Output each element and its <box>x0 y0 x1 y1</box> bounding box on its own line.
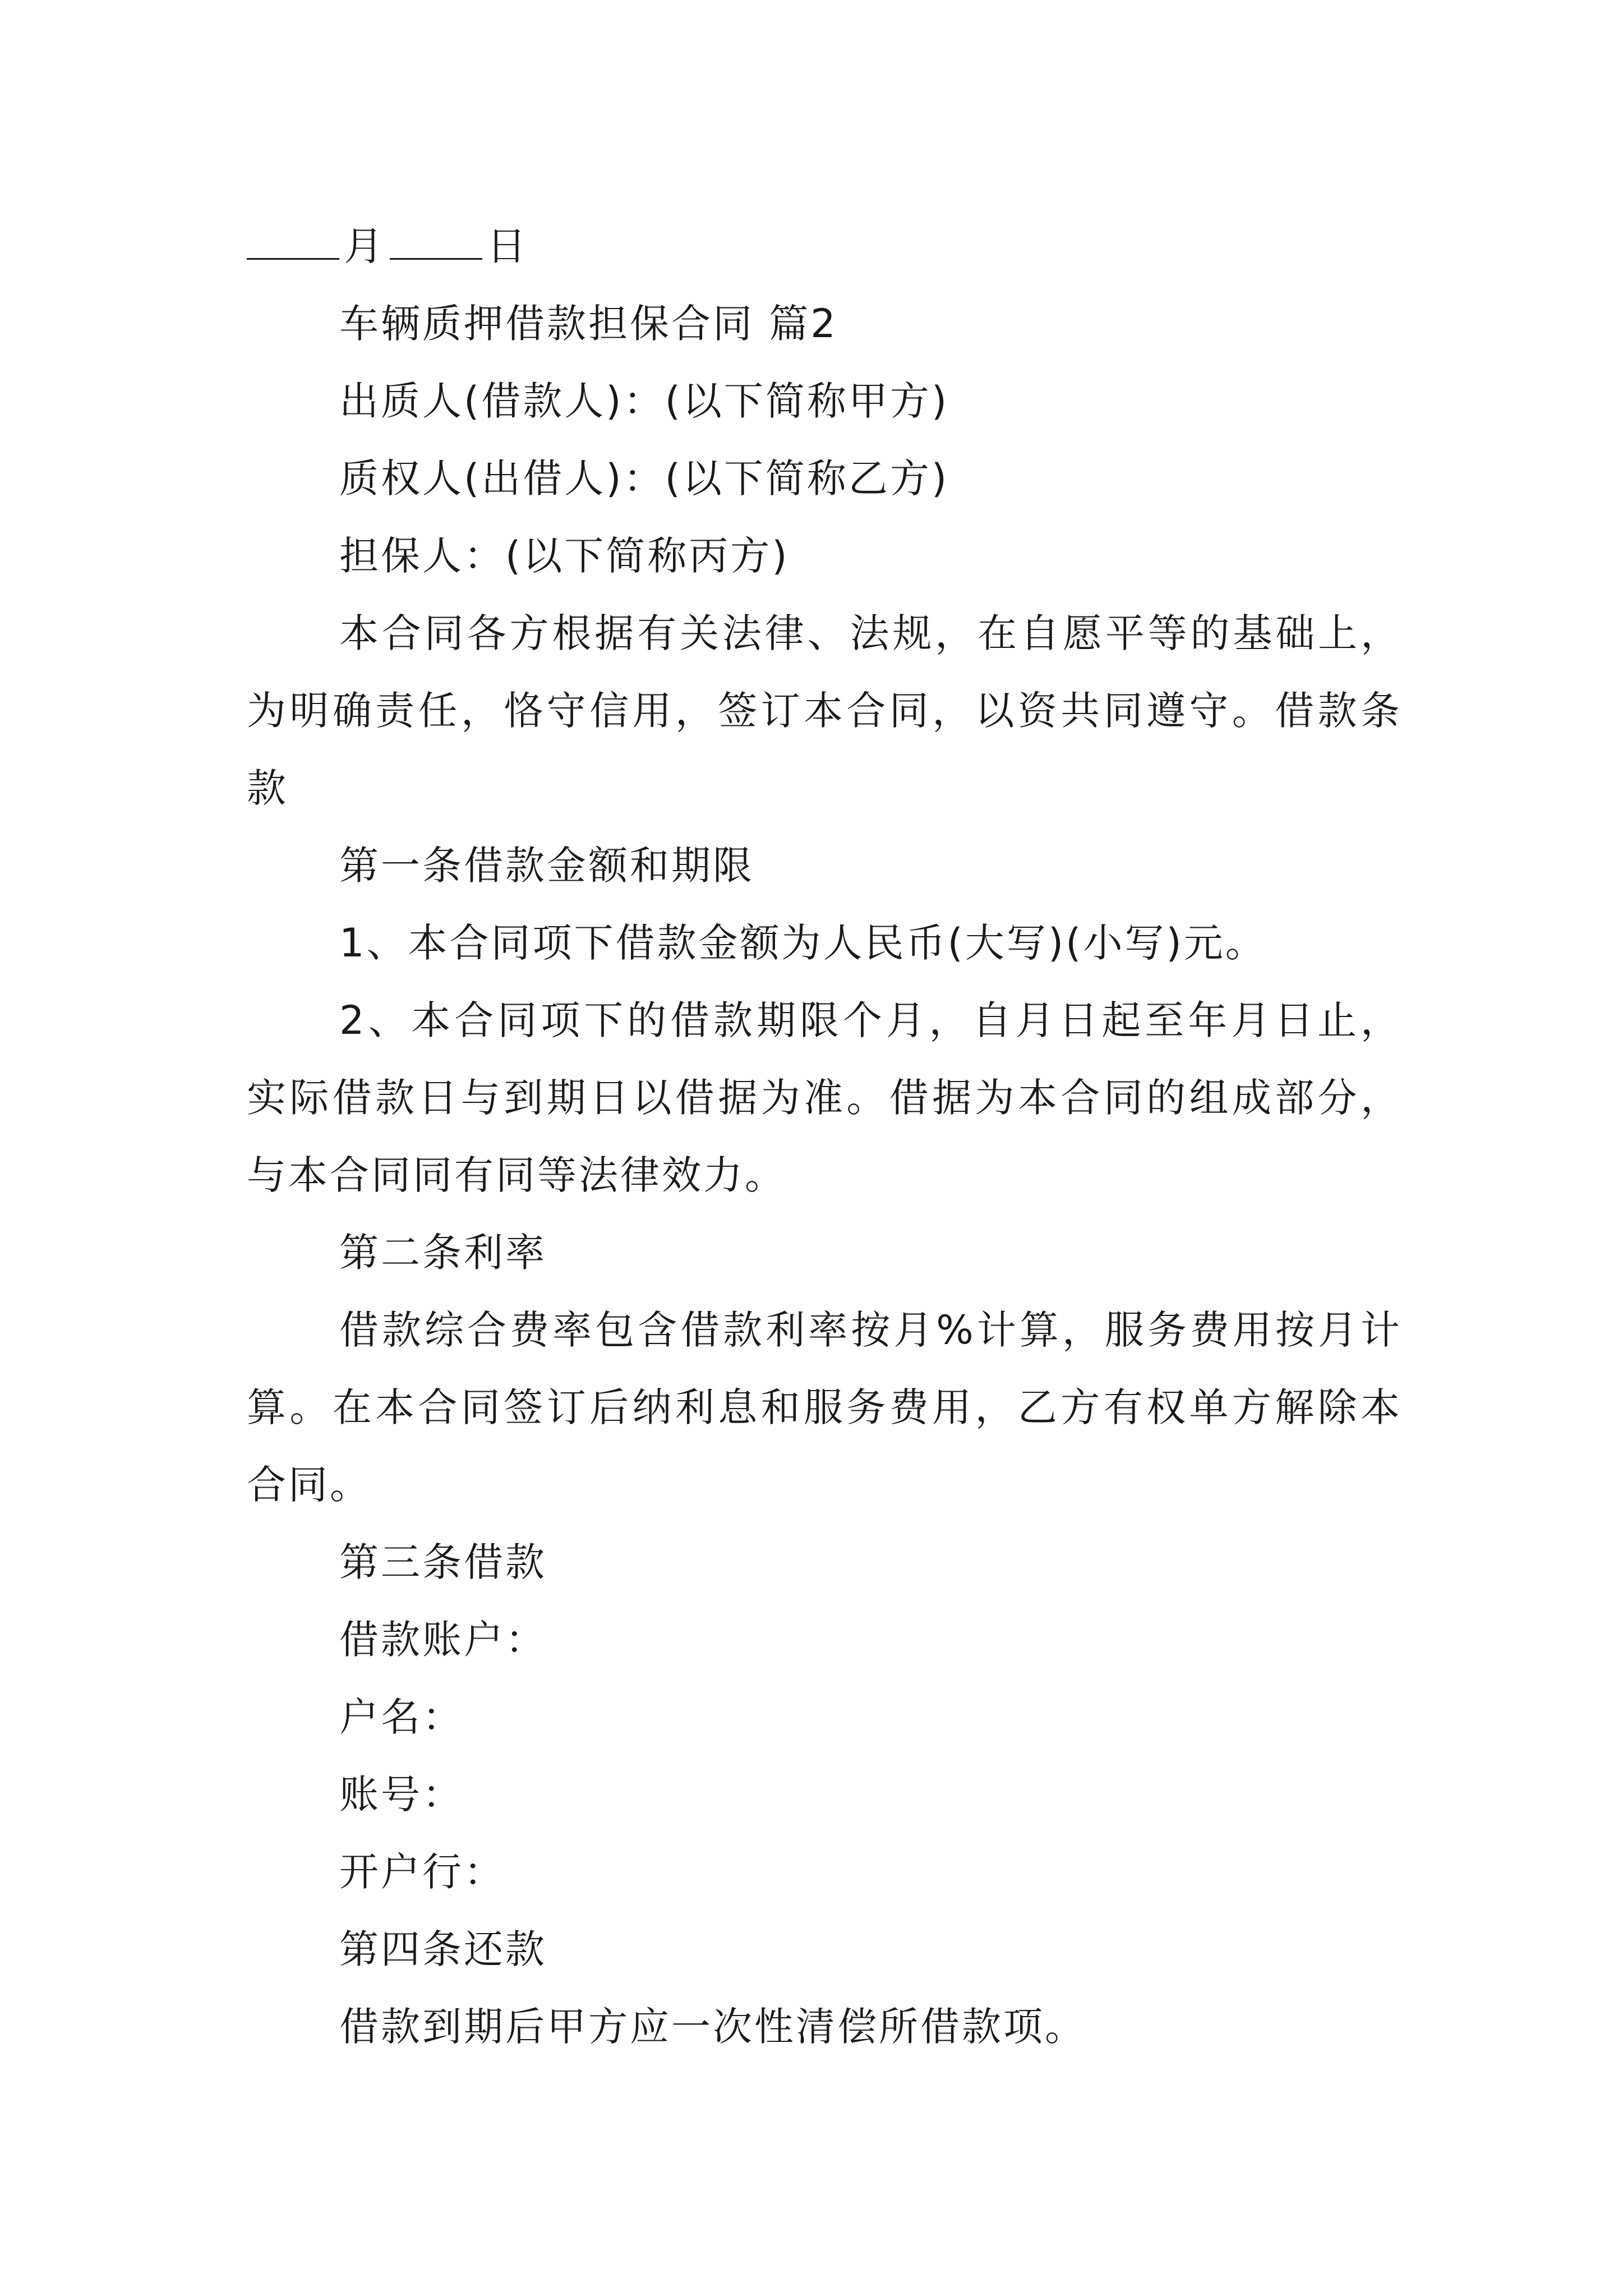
article1-item2: 2、本合同项下的借款期限个月，自月日起至年月日止，实际借款日与到期日以借据为准。借据为本合同的组成部分，与本合同同有同等法律效力。 <box>247 997 1402 1198</box>
date-line <box>247 208 1402 285</box>
article1-item1: 1、本合同项下借款金额为人民币(大写)(小写)元。 <box>339 920 1267 966</box>
party-guarantor: 担保人：(以下简称丙方) <box>339 533 790 579</box>
party-pledgee: 质权人(出借人)：(以下简称乙方) <box>339 455 949 501</box>
intro-paragraph: 本合同各方根据有关法律、法规，在自愿平等的基础上，为明确责任，恪守信用，签订本合同，以资共同遵守。借款条款 <box>247 610 1402 811</box>
article2-heading: 第二条利率 <box>339 1230 547 1276</box>
article2-body: 借款综合费率包含借款利率按月%计算，服务费用按月计算。在本合同签订后纳利息和服务费用，乙方有权单方解除本合同。 <box>247 1307 1402 1508</box>
article1-heading: 第一条借款金额和期限 <box>339 843 754 889</box>
article3-account: 借款账户： <box>339 1617 547 1663</box>
article4-heading: 第四条还款 <box>339 1926 547 1972</box>
article3-number: 账号： <box>339 1772 464 1818</box>
article3-bank: 开户行： <box>339 1849 505 1895</box>
document-body <box>247 208 1402 2065</box>
article3-heading: 第三条借款 <box>339 1539 547 1585</box>
article4-body: 借款到期后甲方应一次性清偿所借款项。 <box>339 2004 1086 2050</box>
contract-title: 车辆质押借款担保合同 篇2 <box>339 301 838 347</box>
month-blank <box>247 223 339 260</box>
day-label: 日 <box>487 223 528 269</box>
month-label: 月 <box>344 223 385 269</box>
party-pledgor: 出质人(借款人)：(以下简称甲方) <box>339 378 949 424</box>
day-blank <box>390 223 482 260</box>
article3-name: 户名： <box>339 1694 464 1740</box>
